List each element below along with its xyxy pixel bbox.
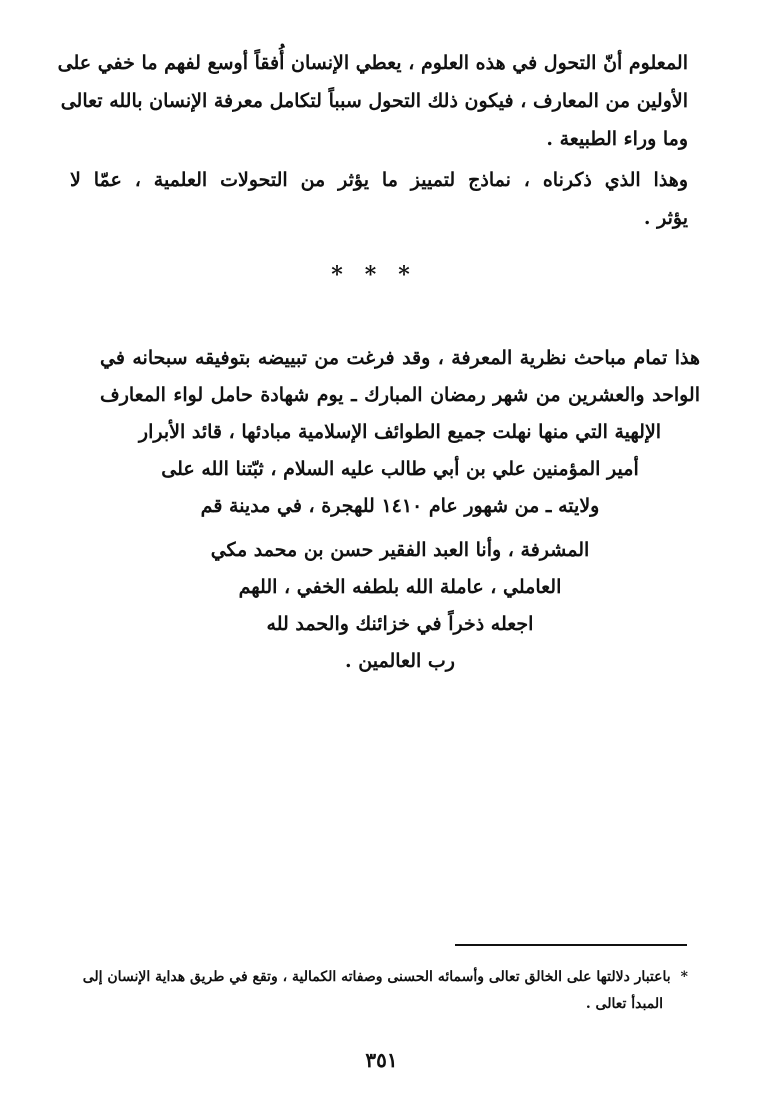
colophon-line: المشرفة ، وأنا العبد الفقير حسن بن محمد مكي (210, 539, 590, 561)
colophon-line: رب العالمين . (345, 650, 455, 672)
footnote-line (70, 964, 688, 991)
colophon-line: الواحد والعشرين من شهر رمضان المبارك ـ يوم شهادة حامل لواء المعارف (100, 384, 700, 406)
text-line: يؤثر . (643, 207, 688, 229)
section-separator (0, 262, 763, 288)
footnote-marker: * (680, 969, 688, 985)
text-line: الأولين من المعارف ، فيكون ذلك التحول سبباً لتكامل معرفة الإنسان بالله تعالى (60, 90, 688, 112)
colophon-line: أمير المؤمنين علي بن أبي طالب عليه السلام ، ثبّتنا الله على (161, 458, 639, 480)
footnote-line: المبدأ تعالى . (585, 996, 663, 1012)
colophon-line: ولايته ـ من شهور عام ١٤١٠ للهجرة ، في مدينة قم (200, 495, 600, 517)
colophon-line: اجعله ذخراً في خزائنك والحمد لله (266, 613, 534, 635)
footnote-divider (455, 944, 687, 946)
separator-star: * (331, 262, 365, 288)
body-paragraph-2 (70, 161, 688, 237)
colophon-line: العاملي ، عاملة الله بلطفه الخفي ، اللهم (238, 576, 562, 598)
page-number: ٣٥١ (365, 1048, 398, 1072)
colophon-spacer (100, 525, 700, 532)
colophon-line: هذا تمام مباحث نظرية المعرفة ، وقد فرغت من تبييضه بتوفيقه سبحانه في (100, 347, 700, 369)
separator-star: * (398, 262, 432, 288)
footnote (70, 964, 688, 1018)
text-line: وما وراء الطبيعة . (546, 128, 688, 150)
separator-star: * (364, 262, 399, 288)
colophon-line: الإلهية التي منها نهلت جميع الطوائف الإسلامية مبادئها ، قائد الأبرار (138, 421, 662, 443)
body-paragraph-1 (57, 44, 688, 158)
footnote-text: باعتبار دلالتها على الخالق تعالى وأسمائه الحسنى وصفاته الكمالية ، وتقع في طريق هداية الإنسان إلى (82, 969, 671, 985)
text-line: وهذا الذي ذكرناه ، نماذج لتمييز ما يؤثر من التحولات العلمية ، عمّا لا (70, 169, 688, 191)
closing-colophon (100, 340, 700, 680)
text-line: المعلوم أنّ التحول في هذه العلوم ، يعطي الإنسان أُفقاً أوسع لفهم ما خفي على (57, 52, 688, 74)
